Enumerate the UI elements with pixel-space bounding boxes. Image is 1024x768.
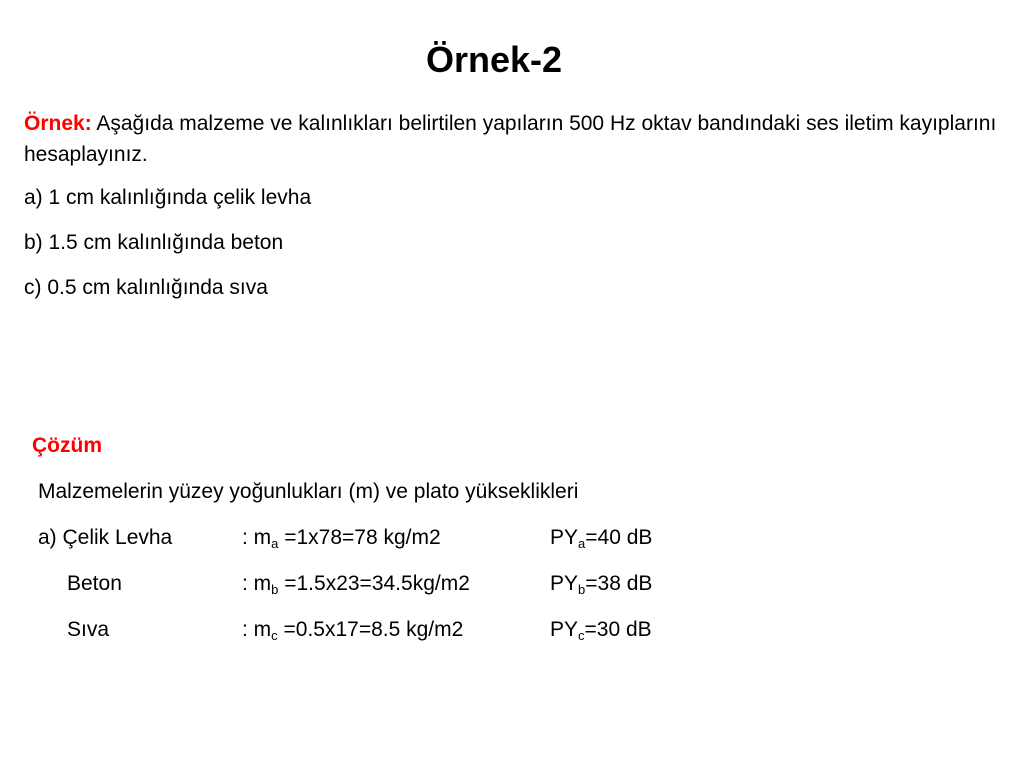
problem-statement [24,108,999,317]
slide-title: Örnek-2 [425,39,563,80]
problem-item-a: a) 1 cm kalınlığında çelik levha [24,186,312,209]
solution-intro: Malzemelerin yüzey yoğunlukları (m) ve plato yükseklikleri [38,480,579,503]
problem-item-c: c) 0.5 cm kalınlığında sıva [24,276,268,299]
solution-row-celik [32,522,992,568]
problem-text: Aşağıda malzeme ve kalınlıkları belirtilen yapıların 500 Hz oktav bandındaki ses iletim kayıplarını hesaplayınız. [24,112,997,166]
problem-item-b: b) 1.5 cm kalınlığında beton [24,231,284,254]
surface-density: : $m_b =1.5x23=34.5kg/m2$ [242,572,470,597]
problem-intro [24,108,999,170]
surface-density: : $m_c =0.5x17=8.5$ kg/m2 [242,618,464,643]
plateau-height: $PY_b=38$ dB [550,572,653,597]
material-name: Sıva [67,618,110,641]
example-label: Örnek: [24,112,92,135]
solution-section [32,430,992,660]
material-name: a) Çelik Levha [38,526,173,549]
solution-row-beton [32,568,992,614]
solution-heading: Çözüm [32,434,102,457]
plateau-height: $PY_a=40$ dB [550,526,653,551]
plateau-height: $PY_c=30$ dB [550,618,652,643]
surface-density: : $m_a =1x78=78$ kg/m2 [242,526,441,551]
solution-row-siva [32,614,992,660]
material-name: Beton [67,572,122,595]
